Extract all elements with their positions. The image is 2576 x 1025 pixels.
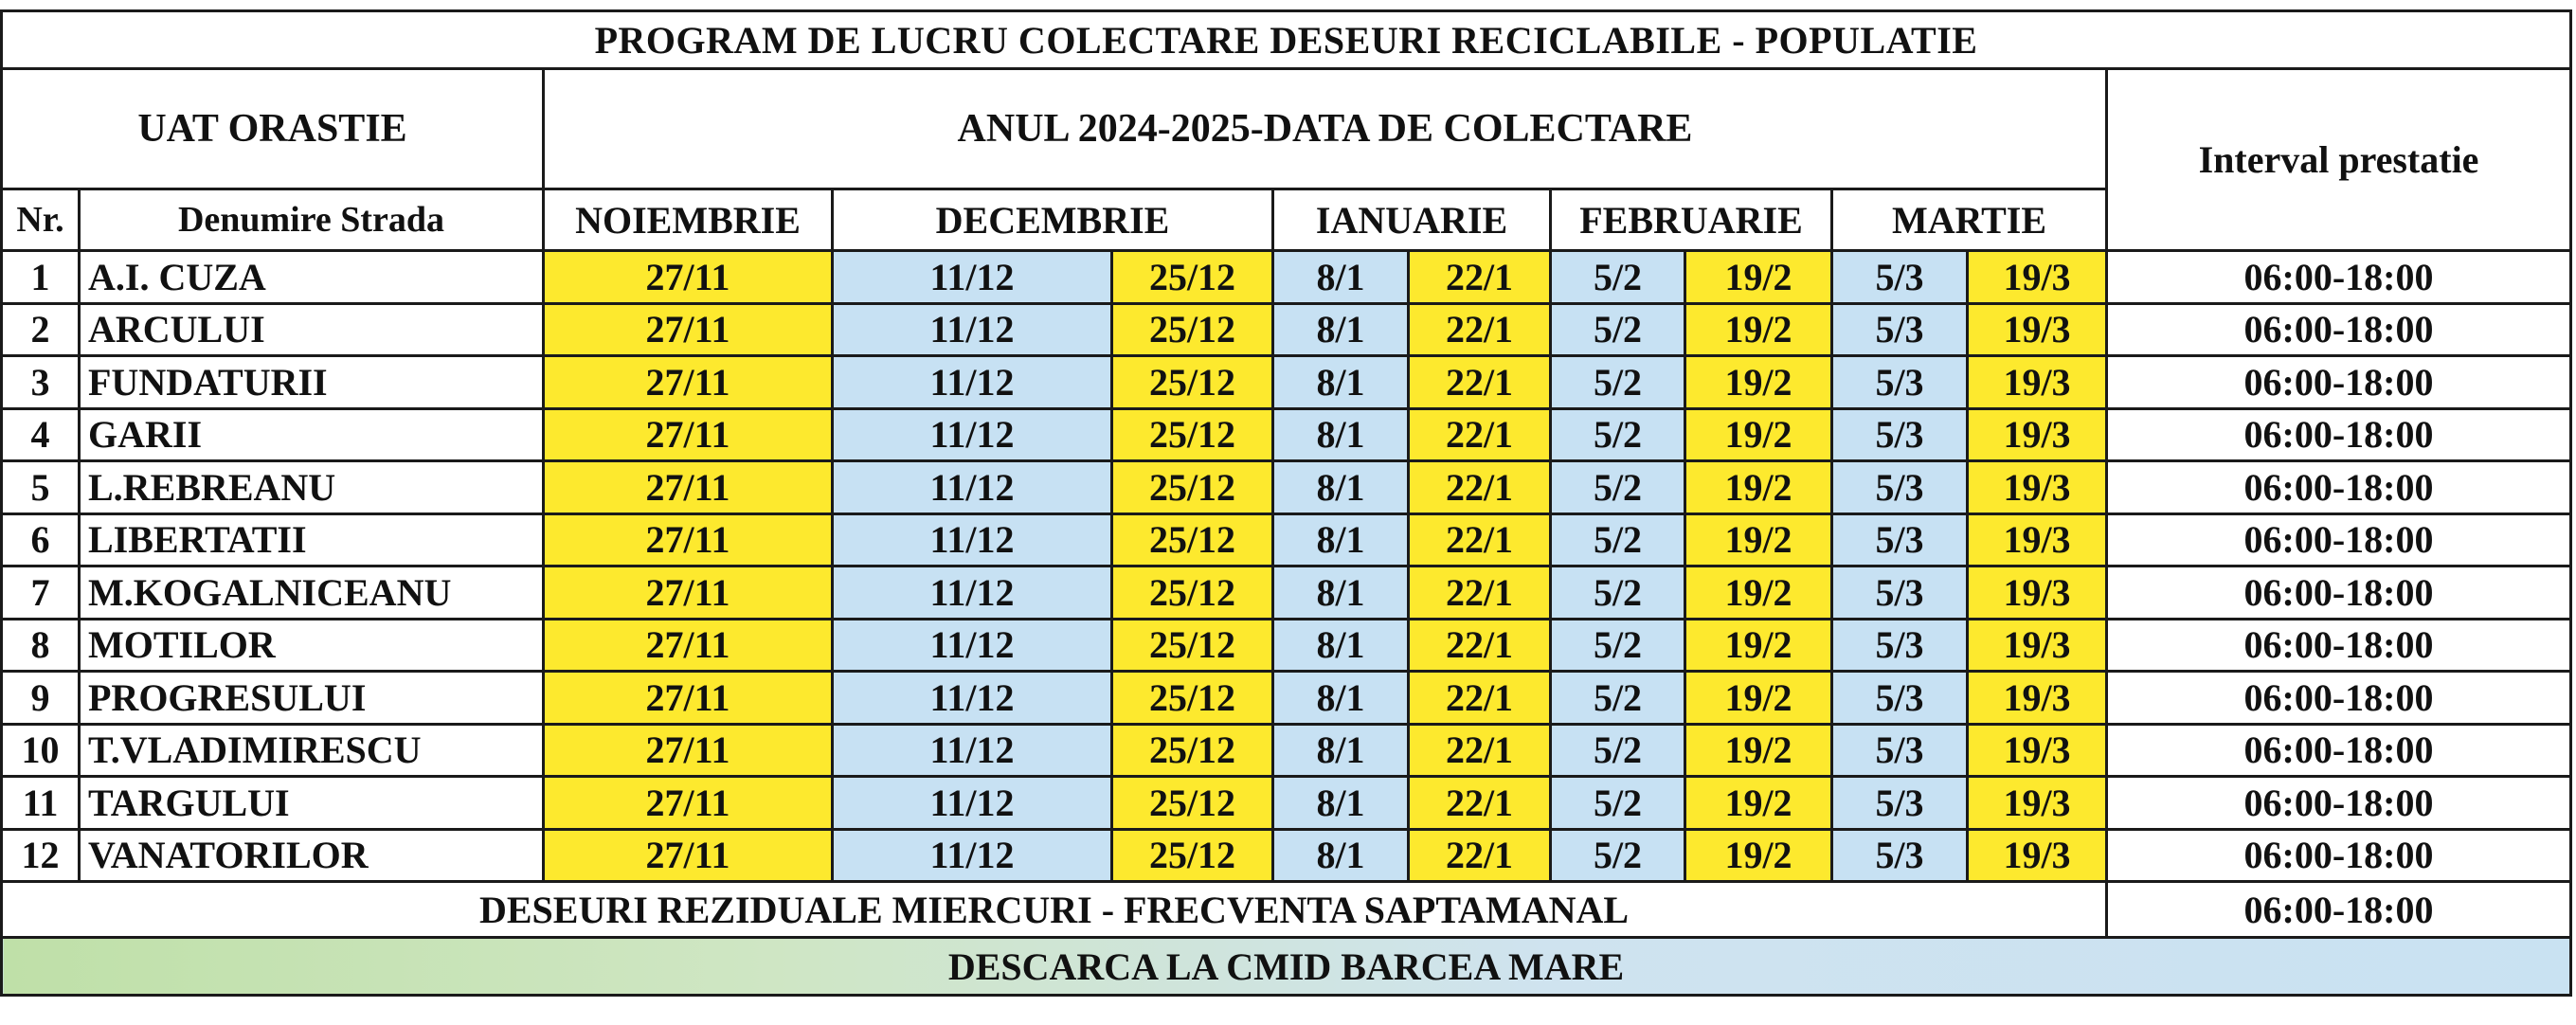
date-jan-2: 22/1: [1409, 672, 1551, 725]
date-nov: 27/11: [544, 303, 833, 356]
date-feb-2: 19/2: [1685, 356, 1832, 409]
row-number: 8: [2, 619, 80, 672]
table-row: [2, 513, 2571, 566]
row-number: 7: [2, 566, 80, 620]
table-row: [2, 777, 2571, 830]
date-dec-2: 25/12: [1112, 829, 1273, 882]
date-feb-1: 5/2: [1551, 356, 1685, 409]
interval-header: Interval prestatie: [2107, 69, 2571, 251]
table-row: [2, 619, 2571, 672]
date-nov: 27/11: [544, 356, 833, 409]
date-jan-2: 22/1: [1409, 777, 1551, 830]
date-mar-1: 5/3: [1832, 777, 1968, 830]
residual-waste-note: DESEURI REZIDUALE MIERCURI - FRECVENTA SAPTAMANAL: [2, 882, 2107, 938]
date-nov: 27/11: [544, 672, 833, 725]
date-feb-2: 19/2: [1685, 251, 1832, 304]
page-title: PROGRAM DE LUCRU COLECTARE DESEURI RECICLABILE - POPULATIE: [2, 11, 2571, 69]
row-number: 12: [2, 829, 80, 882]
street-name: VANATORILOR: [80, 829, 544, 882]
interval-value: 06:00-18:00: [2107, 619, 2571, 672]
date-jan-2: 22/1: [1409, 251, 1551, 304]
date-feb-2: 19/2: [1685, 777, 1832, 830]
date-mar-2: 19/3: [1968, 566, 2107, 620]
date-dec-2: 25/12: [1112, 513, 1273, 566]
date-mar-1: 5/3: [1832, 408, 1968, 461]
table-row: [2, 251, 2571, 304]
date-dec-2: 25/12: [1112, 461, 1273, 514]
date-dec-2: 25/12: [1112, 672, 1273, 725]
date-jan-2: 22/1: [1409, 461, 1551, 514]
date-jan-2: 22/1: [1409, 566, 1551, 620]
date-nov: 27/11: [544, 619, 833, 672]
date-nov: 27/11: [544, 829, 833, 882]
date-feb-2: 19/2: [1685, 829, 1832, 882]
date-dec-2: 25/12: [1112, 408, 1273, 461]
date-dec-1: 11/12: [833, 513, 1112, 566]
date-jan-2: 22/1: [1409, 356, 1551, 409]
schedule-sheet: [0, 9, 2569, 1014]
date-feb-2: 19/2: [1685, 724, 1832, 777]
street-name: GARII: [80, 408, 544, 461]
date-mar-2: 19/3: [1968, 619, 2107, 672]
table-row: [2, 724, 2571, 777]
date-feb-1: 5/2: [1551, 408, 1685, 461]
street-name: L.REBREANU: [80, 461, 544, 514]
interval-value: 06:00-18:00: [2107, 303, 2571, 356]
date-mar-1: 5/3: [1832, 251, 1968, 304]
date-mar-1: 5/3: [1832, 461, 1968, 514]
month-header-nov: NOIEMBRIE: [544, 189, 833, 251]
row-number: 9: [2, 672, 80, 725]
date-dec-1: 11/12: [833, 461, 1112, 514]
date-dec-2: 25/12: [1112, 777, 1273, 830]
street-column-header: Denumire Strada: [80, 189, 544, 251]
date-feb-1: 5/2: [1551, 829, 1685, 882]
row-number: 10: [2, 724, 80, 777]
date-mar-2: 19/3: [1968, 724, 2107, 777]
interval-value: 06:00-18:00: [2107, 777, 2571, 830]
date-mar-2: 19/3: [1968, 672, 2107, 725]
table-row: [2, 303, 2571, 356]
date-feb-1: 5/2: [1551, 303, 1685, 356]
date-mar-1: 5/3: [1832, 724, 1968, 777]
date-nov: 27/11: [544, 566, 833, 620]
street-name: TARGULUI: [80, 777, 544, 830]
date-dec-1: 11/12: [833, 777, 1112, 830]
street-name: T.VLADIMIRESCU: [80, 724, 544, 777]
date-nov: 27/11: [544, 251, 833, 304]
date-jan-1: 8/1: [1273, 408, 1409, 461]
date-mar-2: 19/3: [1968, 251, 2107, 304]
table-row: [2, 566, 2571, 620]
date-mar-2: 19/3: [1968, 777, 2107, 830]
uat-label: UAT ORASTIE: [2, 69, 544, 189]
date-dec-2: 25/12: [1112, 356, 1273, 409]
date-dec-1: 11/12: [833, 829, 1112, 882]
date-jan-1: 8/1: [1273, 829, 1409, 882]
street-name: FUNDATURII: [80, 356, 544, 409]
date-jan-1: 8/1: [1273, 619, 1409, 672]
date-jan-1: 8/1: [1273, 724, 1409, 777]
date-mar-2: 19/3: [1968, 513, 2107, 566]
month-header-jan: IANUARIE: [1273, 189, 1551, 251]
interval-value: 06:00-18:00: [2107, 251, 2571, 304]
table-row: [2, 408, 2571, 461]
date-mar-1: 5/3: [1832, 829, 1968, 882]
interval-value: 06:00-18:00: [2107, 461, 2571, 514]
date-feb-1: 5/2: [1551, 619, 1685, 672]
date-mar-1: 5/3: [1832, 566, 1968, 620]
interval-value: 06:00-18:00: [2107, 356, 2571, 409]
date-mar-2: 19/3: [1968, 303, 2107, 356]
interval-value: 06:00-18:00: [2107, 724, 2571, 777]
date-mar-1: 5/3: [1832, 513, 1968, 566]
row-number: 2: [2, 303, 80, 356]
date-feb-2: 19/2: [1685, 461, 1832, 514]
street-name: LIBERTATII: [80, 513, 544, 566]
date-feb-1: 5/2: [1551, 566, 1685, 620]
date-mar-2: 19/3: [1968, 408, 2107, 461]
date-dec-1: 11/12: [833, 356, 1112, 409]
interval-value: 06:00-18:00: [2107, 829, 2571, 882]
date-mar-1: 5/3: [1832, 672, 1968, 725]
table-row: [2, 829, 2571, 882]
row-number: 11: [2, 777, 80, 830]
date-jan-1: 8/1: [1273, 672, 1409, 725]
residual-interval: 06:00-18:00: [2107, 882, 2571, 938]
date-jan-2: 22/1: [1409, 724, 1551, 777]
street-name: PROGRESULUI: [80, 672, 544, 725]
table-row: [2, 461, 2571, 514]
date-nov: 27/11: [544, 777, 833, 830]
schedule-table: [0, 9, 2572, 997]
date-feb-2: 19/2: [1685, 303, 1832, 356]
date-nov: 27/11: [544, 408, 833, 461]
date-dec-2: 25/12: [1112, 303, 1273, 356]
month-header-mar: MARTIE: [1832, 189, 2107, 251]
date-mar-1: 5/3: [1832, 356, 1968, 409]
date-nov: 27/11: [544, 461, 833, 514]
date-jan-2: 22/1: [1409, 408, 1551, 461]
date-dec-2: 25/12: [1112, 251, 1273, 304]
date-jan-1: 8/1: [1273, 303, 1409, 356]
date-nov: 27/11: [544, 513, 833, 566]
date-feb-1: 5/2: [1551, 672, 1685, 725]
date-feb-1: 5/2: [1551, 461, 1685, 514]
street-name: MOTILOR: [80, 619, 544, 672]
date-feb-1: 5/2: [1551, 513, 1685, 566]
date-dec-1: 11/12: [833, 408, 1112, 461]
table-row: [2, 356, 2571, 409]
date-feb-2: 19/2: [1685, 408, 1832, 461]
date-feb-1: 5/2: [1551, 251, 1685, 304]
date-dec-1: 11/12: [833, 619, 1112, 672]
date-nov: 27/11: [544, 724, 833, 777]
date-jan-1: 8/1: [1273, 566, 1409, 620]
date-dec-2: 25/12: [1112, 619, 1273, 672]
interval-value: 06:00-18:00: [2107, 566, 2571, 620]
date-jan-2: 22/1: [1409, 619, 1551, 672]
interval-value: 06:00-18:00: [2107, 513, 2571, 566]
street-name: A.I. CUZA: [80, 251, 544, 304]
row-number: 3: [2, 356, 80, 409]
date-dec-2: 25/12: [1112, 724, 1273, 777]
row-number: 4: [2, 408, 80, 461]
date-mar-2: 19/3: [1968, 829, 2107, 882]
date-jan-2: 22/1: [1409, 303, 1551, 356]
date-jan-2: 22/1: [1409, 513, 1551, 566]
street-name: ARCULUI: [80, 303, 544, 356]
table-row: [2, 672, 2571, 725]
date-feb-2: 19/2: [1685, 619, 1832, 672]
year-header: ANUL 2024-2025-DATA DE COLECTARE: [544, 69, 2107, 189]
month-header-dec: DECEMBRIE: [833, 189, 1273, 251]
date-feb-2: 19/2: [1685, 672, 1832, 725]
interval-value: 06:00-18:00: [2107, 408, 2571, 461]
row-number: 5: [2, 461, 80, 514]
schedule-rows: [2, 251, 2571, 882]
date-dec-1: 11/12: [833, 251, 1112, 304]
row-number: 1: [2, 251, 80, 304]
nr-column-header: Nr.: [2, 189, 80, 251]
date-feb-2: 19/2: [1685, 566, 1832, 620]
row-number: 6: [2, 513, 80, 566]
date-mar-2: 19/3: [1968, 461, 2107, 514]
date-dec-1: 11/12: [833, 672, 1112, 725]
date-mar-2: 19/3: [1968, 356, 2107, 409]
month-header-feb: FEBRUARIE: [1551, 189, 1832, 251]
street-name: M.KOGALNICEANU: [80, 566, 544, 620]
date-jan-1: 8/1: [1273, 777, 1409, 830]
date-jan-1: 8/1: [1273, 251, 1409, 304]
unload-location-banner: DESCARCA LA CMID BARCEA MARE: [2, 938, 2571, 996]
date-feb-1: 5/2: [1551, 777, 1685, 830]
date-jan-1: 8/1: [1273, 356, 1409, 409]
date-dec-2: 25/12: [1112, 566, 1273, 620]
date-jan-1: 8/1: [1273, 513, 1409, 566]
date-feb-2: 19/2: [1685, 513, 1832, 566]
date-jan-1: 8/1: [1273, 461, 1409, 514]
date-dec-1: 11/12: [833, 303, 1112, 356]
date-feb-1: 5/2: [1551, 724, 1685, 777]
date-dec-1: 11/12: [833, 724, 1112, 777]
date-mar-1: 5/3: [1832, 303, 1968, 356]
interval-value: 06:00-18:00: [2107, 672, 2571, 725]
date-dec-1: 11/12: [833, 566, 1112, 620]
date-mar-1: 5/3: [1832, 619, 1968, 672]
date-jan-2: 22/1: [1409, 829, 1551, 882]
